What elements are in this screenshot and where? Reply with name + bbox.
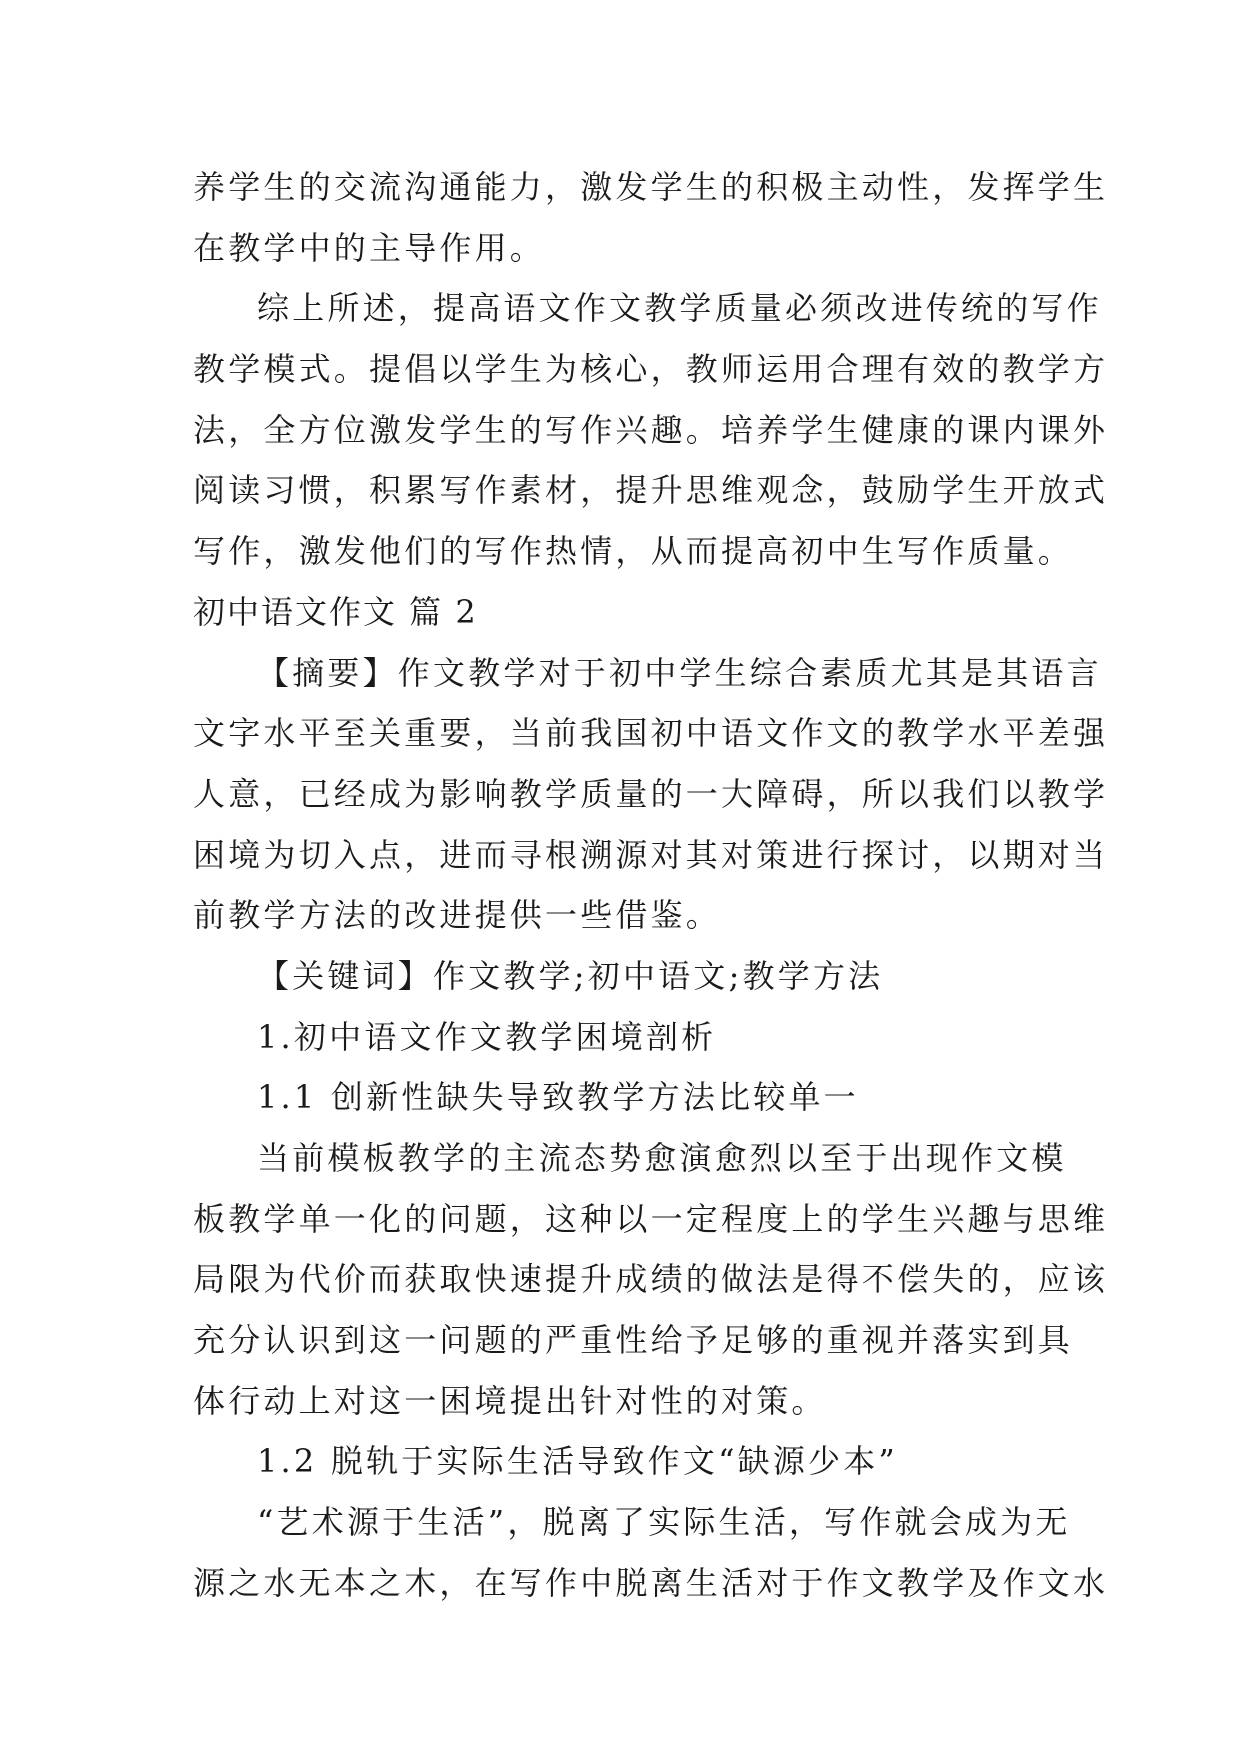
paragraph-start: 综上所述，提高语文作文教学质量必须改进传统的写作 — [257, 289, 1102, 328]
text-line: 困境为切入点，进而寻根溯源对其对策进行探讨，以期对当 — [193, 835, 1109, 874]
document-body — [193, 157, 1109, 1614]
text-line: 板教学单一化的问题，这种以一定程度上的学生兴趣与思维 — [193, 1199, 1109, 1238]
subheading-1: 1.初中语文作文教学困境剖析 — [257, 1017, 717, 1056]
subheading-1-2: 1.2 脱轨于实际生活导致作文“缺源少本” — [257, 1442, 898, 1481]
paragraph-start: “艺术源于生活”，脱离了实际生活，写作就会成为无 — [257, 1503, 1071, 1542]
section-heading: 初中语文作文 篇 2 — [193, 592, 478, 631]
text-line: 人意，已经成为影响教学质量的一大障碍，所以我们以教学 — [193, 774, 1109, 813]
paragraph-start: 当前模板教学的主流态势愈演愈烈以至于出现作文模 — [257, 1139, 1067, 1177]
text-line: 体行动上对这一困境提出针对性的对策。 — [193, 1381, 827, 1420]
text-line: 法，全方位激发学生的写作兴趣。培养学生健康的课内课外 — [193, 410, 1109, 449]
text-line: 前教学方法的改进提供一些借鉴。 — [193, 896, 722, 935]
text-line: 写作，激发他们的写作热情，从而提高初中生写作质量。 — [193, 532, 1074, 571]
abstract-paragraph: 【摘要】作文教学对于初中学生综合素质尤其是其语言 — [257, 653, 1102, 692]
text-line: 在教学中的主导作用。 — [193, 228, 546, 267]
subheading-1-1: 1.1 创新性缺失导致教学方法比较单一 — [257, 1078, 859, 1117]
text-line: 充分认识到这一问题的严重性给予足够的重视并落实到具 — [193, 1321, 1074, 1360]
text-line: 源之水无本之木，在写作中脱离生活对于作文教学及作文水 — [193, 1563, 1109, 1602]
text-line: 教学模式。提倡以学生为核心，教师运用合理有效的教学方 — [193, 350, 1109, 389]
text-line: 养学生的交流沟通能力，激发学生的积极主动性，发挥学生 — [193, 168, 1109, 206]
text-line: 局限为代价而获取快速提升成绩的做法是得不偿失的，应该 — [193, 1260, 1109, 1299]
text-line: 阅读习惯，积累写作素材，提升思维观念，鼓励学生开放式 — [193, 471, 1109, 510]
text-line: 文字水平至关重要，当前我国初中语文作文的教学水平差强 — [193, 714, 1109, 753]
keywords-line: 【关键词】作文教学;初中语文;教学方法 — [257, 956, 884, 995]
